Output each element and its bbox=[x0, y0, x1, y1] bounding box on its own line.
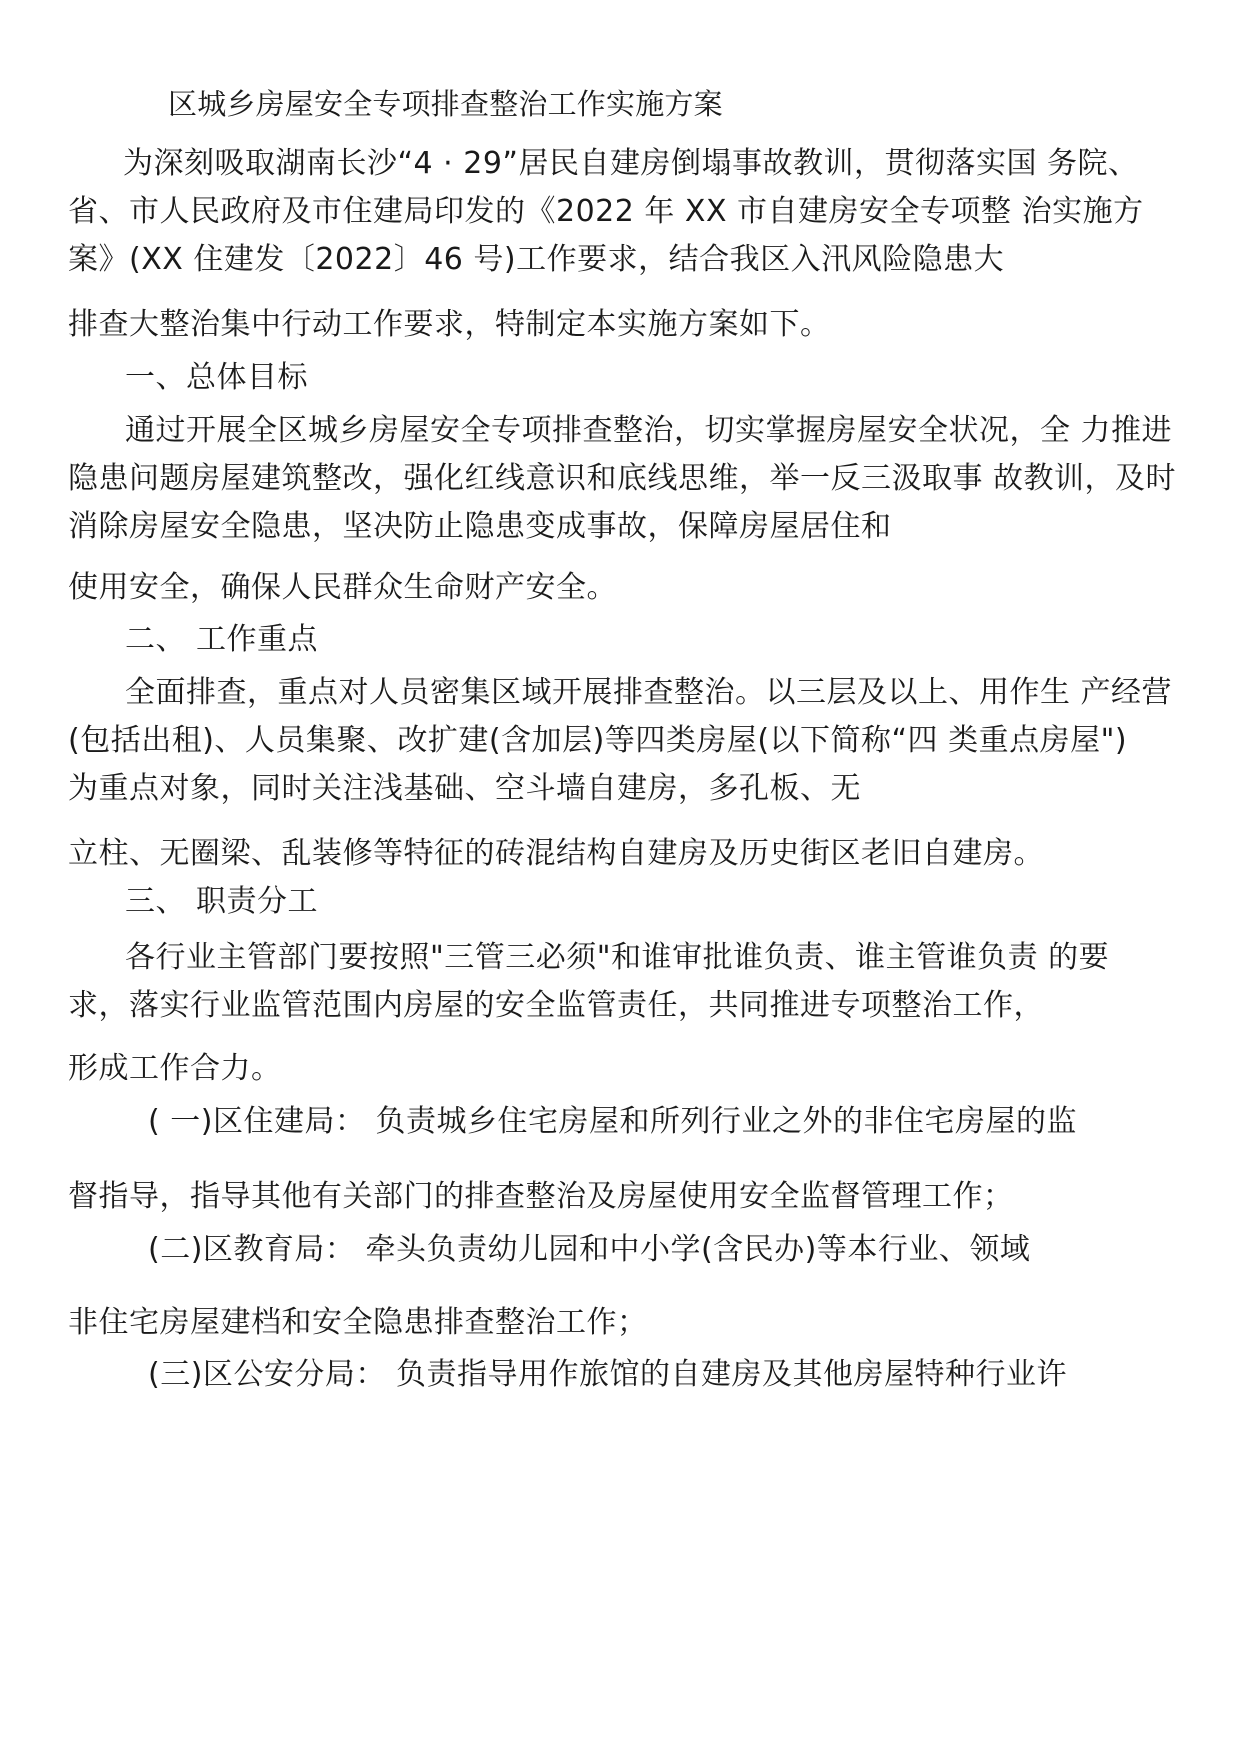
focus-line-4: 立柱、无圈梁、乱装修等特征的砖混结构自建房及历史街区老旧自建房。 bbox=[68, 836, 1044, 871]
duty-item-3-first: (三)区公安分局： 负责指导用作旅馆的自建房及其他房屋特种行业许 bbox=[148, 1357, 1067, 1392]
duties-line-2: 求，落实行业监管范围内房屋的安全监管责任，共同推进专项整治工作， bbox=[68, 988, 1044, 1023]
focus-line-3: 为重点对象，同时关注浅基础、空斗墙自建房，多孔板、无 bbox=[68, 771, 861, 806]
duties-line-3: 形成工作合力。 bbox=[68, 1051, 282, 1086]
section-heading-goals: 一、总体目标 bbox=[125, 360, 308, 395]
intro-line-3: 案》(XX 住建发〔2022〕46 号)工作要求，结合我区入汛风险隐患大 bbox=[68, 242, 1005, 277]
goals-line-1: 通过开展全区城乡房屋安全专项排查整治，切实掌握房屋安全状况，全 力推进 bbox=[125, 413, 1173, 448]
goals-line-3: 消除房屋安全隐患，坚决防止隐患变成事故，保障房屋居住和 bbox=[68, 509, 892, 544]
duty-item-2-rest: 非住宅房屋建档和安全隐患排查整治工作； bbox=[68, 1305, 648, 1340]
intro-line-1: 为深刻吸取湖南长沙“4 · 29”居民自建房倒塌事故教训，贯彻落实国 务院、 bbox=[123, 146, 1139, 181]
intro-line-2: 省、市人民政府及市住建局印发的《2022 年 XX 市自建房安全专项整 治实施方 bbox=[68, 194, 1144, 229]
section-heading-duties: 三、 职责分工 bbox=[125, 884, 319, 919]
goals-line-2: 隐患问题房屋建筑整改，强化红线意识和底线思维，举一反三汲取事 故教训，及时 bbox=[68, 461, 1177, 496]
focus-line-2: (包括出租)、人员集聚、改扩建(含加层)等四类房屋(以下简称“四 类重点房屋") bbox=[68, 723, 1128, 758]
document-title: 区城乡房屋安全专项排查整治工作实施方案 bbox=[168, 87, 723, 121]
section-heading-focus: 二、 工作重点 bbox=[125, 622, 319, 657]
duties-line-1: 各行业主管部门要按照"三管三必须"和谁审批谁负责、谁主管谁负责 的要 bbox=[125, 940, 1110, 975]
intro-line-4: 排查大整治集中行动工作要求，特制定本实施方案如下。 bbox=[68, 307, 831, 342]
goals-line-4: 使用安全，确保人民群众生命财产安全。 bbox=[68, 570, 617, 605]
duty-item-2-first: (二)区教育局： 牵头负责幼儿园和中小学(含民办)等本行业、领域 bbox=[148, 1232, 1031, 1267]
duty-item-1-rest: 督指导，指导其他有关部门的排查整治及房屋使用安全监督管理工作； bbox=[68, 1179, 1014, 1214]
duty-item-1-first: ( 一)区住建局： 负责城乡住宅房屋和所列行业之外的非住宅房屋的监 bbox=[148, 1104, 1077, 1139]
focus-line-1: 全面排查，重点对人员密集区域开展排查整治。以三层及以上、用作生 产经营 bbox=[125, 675, 1173, 710]
